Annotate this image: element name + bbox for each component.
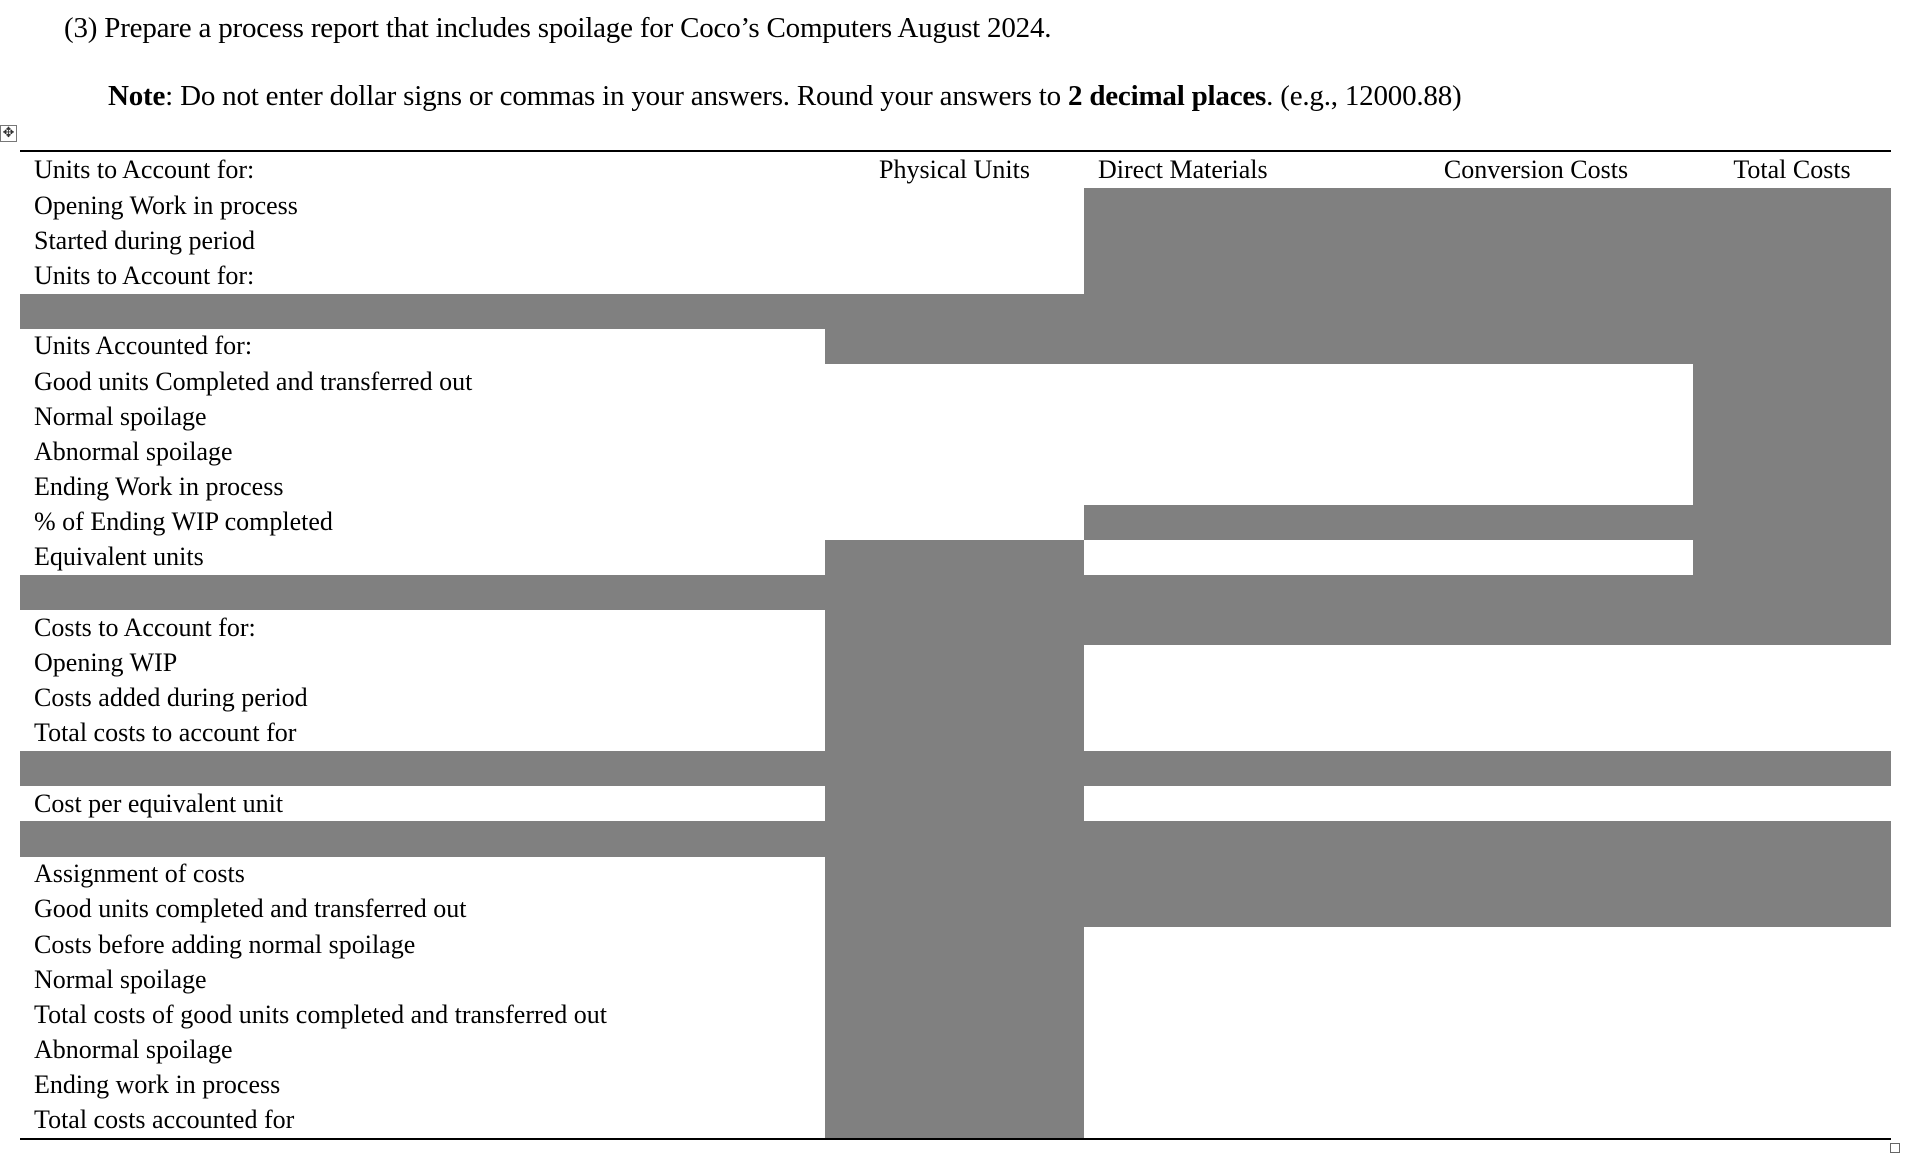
row-label: Normal spoilage: [34, 401, 207, 431]
row-label: Costs to Account for:: [34, 612, 256, 642]
answer-cell[interactable]: [1693, 1068, 1891, 1103]
answer-cell[interactable]: [1693, 645, 1891, 680]
row-label: Equivalent units: [34, 542, 204, 572]
table-row: [20, 399, 1891, 434]
answer-cell[interactable]: [825, 399, 1084, 434]
shaded-cell: [825, 575, 1084, 610]
row-label: Cost per equivalent unit: [34, 788, 284, 818]
table-row: [20, 997, 1891, 1032]
shaded-cell: [1693, 610, 1891, 645]
shaded-cell: [1693, 188, 1891, 223]
row-label: Abnormal spoilage: [34, 1035, 233, 1065]
header-label: Units to Account for:: [34, 155, 255, 184]
shaded-cell: [825, 1068, 1084, 1103]
table-row: [20, 505, 1891, 540]
answer-cell[interactable]: [1379, 364, 1693, 399]
answer-cell[interactable]: [825, 258, 1084, 293]
answer-cell[interactable]: [1379, 1103, 1693, 1139]
shaded-cell: [1693, 223, 1891, 258]
answer-cell[interactable]: [1084, 786, 1379, 821]
answer-cell[interactable]: [1084, 470, 1379, 505]
shaded-cell: [1379, 610, 1693, 645]
answer-cell[interactable]: [1084, 399, 1379, 434]
answer-cell[interactable]: [1084, 681, 1379, 716]
table-header-row: [20, 151, 1891, 188]
shaded-cell: [1084, 505, 1379, 540]
shaded-cell: [825, 540, 1084, 575]
shaded-cell: [825, 751, 1084, 786]
shaded-cell: [1693, 434, 1891, 469]
answer-cell[interactable]: [1379, 645, 1693, 680]
note-bold-text: 2 decimal places: [1067, 80, 1267, 112]
shaded-cell: [825, 997, 1084, 1032]
table-row: [20, 434, 1891, 469]
answer-cell[interactable]: [1379, 962, 1693, 997]
row-label: % of Ending WIP completed: [34, 507, 333, 537]
shaded-cell: [1693, 821, 1891, 856]
process-report-table: [20, 150, 1891, 1140]
shaded-cell: [1693, 751, 1891, 786]
table-row: [20, 329, 1891, 364]
shaded-cell: [1084, 821, 1379, 856]
shaded-cell: [1693, 540, 1891, 575]
shaded-cell: [1693, 892, 1891, 927]
shaded-cell: [1084, 258, 1379, 293]
separator-row: [20, 294, 1891, 329]
answer-cell[interactable]: [825, 188, 1084, 223]
row-label: Good units Completed and transferred out: [34, 366, 473, 396]
answer-cell[interactable]: [1379, 786, 1693, 821]
answer-cell[interactable]: [1084, 364, 1379, 399]
answer-cell[interactable]: [1379, 997, 1693, 1032]
row-label: Units Accounted for:: [34, 331, 253, 361]
shaded-cell: [1084, 188, 1379, 223]
shaded-cell: [825, 716, 1084, 751]
row-label: Costs before adding normal spoilage: [34, 929, 416, 959]
answer-cell[interactable]: [1084, 1033, 1379, 1068]
table-row: [20, 223, 1891, 258]
separator-row: [20, 821, 1891, 856]
shaded-cell: [1693, 399, 1891, 434]
column-header-direct-materials: Direct Materials: [1098, 155, 1268, 184]
row-label: Ending work in process: [34, 1070, 281, 1100]
answer-cell[interactable]: [825, 434, 1084, 469]
table-row: [20, 645, 1891, 680]
table-row: [20, 716, 1891, 751]
shaded-cell: [825, 927, 1084, 962]
shaded-cell: [20, 575, 825, 610]
shaded-cell: [825, 681, 1084, 716]
row-label: Total costs accounted for: [34, 1105, 295, 1135]
shaded-cell: [825, 645, 1084, 680]
answer-cell[interactable]: [1084, 645, 1379, 680]
row-label: Normal spoilage: [34, 964, 207, 994]
shaded-cell: [825, 821, 1084, 856]
shaded-cell: [1693, 505, 1891, 540]
instruction-note: [108, 80, 1461, 113]
shaded-cell: [1379, 223, 1693, 258]
table-row: [20, 258, 1891, 293]
note-label: Note: [108, 80, 166, 112]
shaded-cell: [825, 892, 1084, 927]
answer-cell[interactable]: [1693, 1033, 1891, 1068]
answer-cell[interactable]: [1379, 399, 1693, 434]
shaded-cell: [1379, 505, 1693, 540]
table-row: [20, 962, 1891, 997]
row-label: Started during period: [34, 225, 255, 255]
shaded-cell: [1693, 857, 1891, 892]
table-row: [20, 1033, 1891, 1068]
table-resize-handle-icon[interactable]: [1890, 1143, 1900, 1153]
shaded-cell: [20, 751, 825, 786]
row-label: Assignment of costs: [34, 859, 245, 889]
separator-row: [20, 751, 1891, 786]
shaded-cell: [825, 857, 1084, 892]
table-row: [20, 857, 1891, 892]
shaded-cell: [1379, 294, 1693, 329]
answer-cell[interactable]: [1379, 927, 1693, 962]
answer-cell[interactable]: [1084, 997, 1379, 1032]
row-label: Total costs to account for: [34, 718, 297, 748]
shaded-cell: [1379, 329, 1693, 364]
shaded-cell: [825, 962, 1084, 997]
answer-cell[interactable]: [825, 505, 1084, 540]
answer-cell[interactable]: [1084, 1068, 1379, 1103]
answer-cell[interactable]: [1084, 540, 1379, 575]
shaded-cell: [1693, 470, 1891, 505]
answer-cell[interactable]: [1084, 434, 1379, 469]
row-label: Opening Work in process: [34, 190, 298, 220]
shaded-cell: [1084, 751, 1379, 786]
shaded-cell: [1084, 892, 1379, 927]
note-text-1: : Do not enter dollar signs or commas in your answers. Round your answers to: [165, 80, 1068, 112]
table-row: [20, 470, 1891, 505]
answer-cell[interactable]: [1084, 1103, 1379, 1139]
row-label: Good units completed and transferred out: [34, 894, 467, 924]
table-move-handle-icon[interactable]: ✥: [0, 125, 17, 142]
shaded-cell: [1379, 821, 1693, 856]
row-label: Abnormal spoilage: [34, 436, 233, 466]
table-row: [20, 364, 1891, 399]
separator-row: [20, 575, 1891, 610]
answer-cell[interactable]: [1693, 681, 1891, 716]
shaded-cell: [1379, 188, 1693, 223]
answer-cell[interactable]: [1379, 470, 1693, 505]
table-row: [20, 786, 1891, 821]
answer-cell[interactable]: [1084, 927, 1379, 962]
shaded-cell: [825, 1103, 1084, 1139]
answer-cell[interactable]: [1379, 1033, 1693, 1068]
shaded-cell: [1379, 857, 1693, 892]
row-label: Opening WIP: [34, 648, 178, 678]
shaded-cell: [1084, 223, 1379, 258]
answer-cell[interactable]: [1379, 716, 1693, 751]
shaded-cell: [1693, 294, 1891, 329]
row-label: Costs added during period: [34, 683, 308, 713]
table-row: [20, 892, 1891, 927]
shaded-cell: [825, 786, 1084, 821]
answer-cell[interactable]: [1379, 434, 1693, 469]
shaded-cell: [1693, 329, 1891, 364]
answer-cell[interactable]: [1379, 681, 1693, 716]
answer-cell[interactable]: [1693, 1103, 1891, 1139]
shaded-cell: [1379, 575, 1693, 610]
question-heading: (3) Prepare a process report that includes spoilage for Coco’s Computers August 2024.: [64, 12, 1052, 44]
shaded-cell: [825, 329, 1084, 364]
shaded-cell: [1379, 751, 1693, 786]
column-header-physical-units: Physical Units: [879, 155, 1030, 184]
answer-cell[interactable]: [825, 470, 1084, 505]
answer-cell[interactable]: [1693, 786, 1891, 821]
shaded-cell: [1693, 258, 1891, 293]
table-row: [20, 681, 1891, 716]
shaded-cell: [1084, 329, 1379, 364]
shaded-cell: [20, 821, 825, 856]
row-label: Units to Account for:: [34, 260, 255, 290]
answer-cell[interactable]: [1084, 962, 1379, 997]
table-row: [20, 927, 1891, 962]
answer-cell[interactable]: [825, 223, 1084, 258]
shaded-cell: [1084, 857, 1379, 892]
shaded-cell: [20, 294, 825, 329]
column-header-conversion-costs: Conversion Costs: [1443, 155, 1629, 184]
shaded-cell: [1379, 258, 1693, 293]
answer-cell[interactable]: [1693, 716, 1891, 751]
answer-cell[interactable]: [1084, 716, 1379, 751]
answer-cell[interactable]: [1693, 997, 1891, 1032]
shaded-cell: [825, 1033, 1084, 1068]
shaded-cell: [1084, 575, 1379, 610]
answer-cell[interactable]: [1379, 1068, 1693, 1103]
answer-cell[interactable]: [825, 364, 1084, 399]
table-row: [20, 1068, 1891, 1103]
shaded-cell: [1379, 892, 1693, 927]
shaded-cell: [1693, 575, 1891, 610]
table-row: [20, 610, 1891, 645]
shaded-cell: [825, 294, 1084, 329]
row-label: Total costs of good units completed and transferred out: [34, 999, 607, 1029]
answer-cell[interactable]: [1693, 962, 1891, 997]
shaded-cell: [825, 610, 1084, 645]
table-row: [20, 188, 1891, 223]
column-header-total-costs: Total Costs: [1733, 155, 1851, 184]
answer-cell[interactable]: [1379, 540, 1693, 575]
table-row: [20, 1103, 1891, 1139]
shaded-cell: [1693, 364, 1891, 399]
answer-cell[interactable]: [1693, 927, 1891, 962]
table-row: [20, 540, 1891, 575]
row-label: Ending Work in process: [34, 472, 284, 502]
shaded-cell: [1084, 294, 1379, 329]
shaded-cell: [1084, 610, 1379, 645]
note-text-2: . (e.g., 12000.88): [1266, 80, 1462, 112]
